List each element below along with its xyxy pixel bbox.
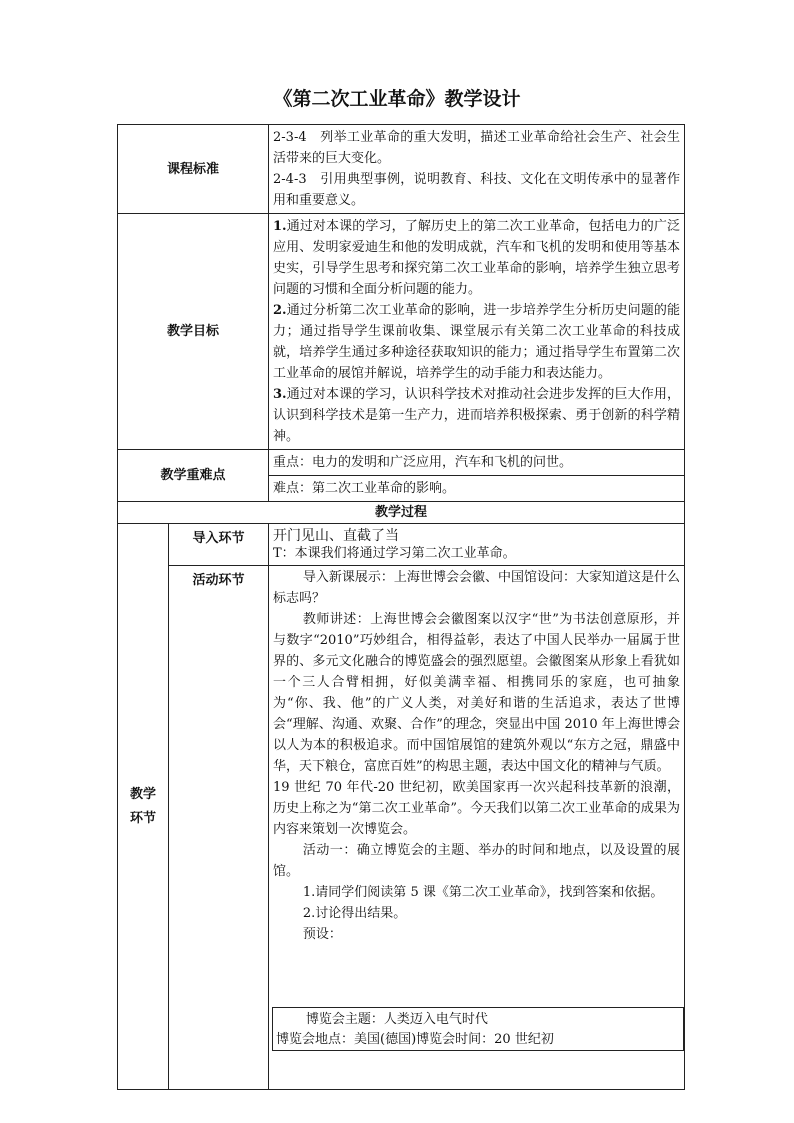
objective-2-text: 通过分析第二次工业革命的影响，进一步培养学生分析历史问题的能力；通过指导学生课前收集、课堂展示有关第二次工业革命的科技成就，培养学生通过多种途径获取知识的能力；通过指导学生布置第二次工业革命的展馆并解说，培养学生的动手能力和表达能力。 [273,303,681,381]
keypoints-label: 教学重难点 [118,450,269,502]
expo-info-box [272,1007,684,1051]
expo-place-time: 博览会地点：美国(德国)博览会时间：20 世纪初 [276,1032,554,1047]
curriculum-label: 课程标准 [118,125,269,214]
activity-p1: 导入新课展示：上海世博会会徽、中国馆设问：大家知道这是什么标志吗？ [273,570,681,606]
expo-theme: 博览会主题：人类迈入电气时代 [305,1012,488,1027]
intro-label: 导入环节 [169,524,269,566]
intro-line-2: T：本课我们将通过学习第二次工业革命。 [273,545,516,561]
row-objectives [118,214,685,450]
row-process-header [118,502,685,524]
activity-p2: 教师讲述：上海世博会会徽图案以汉字“世”为书法创意原形，并与数字“2010”巧妙组合，相得益彰，表达了中国人民举办一届属于世界的、多元文化融合的博览盛会的强烈愿望。会徽图案从形象上看犹如一个三人合臂相拥，好似美满幸福、相携同乐的家庭，也可抽象为“你、我、他”的广义人类，对美好和谐的生活追求，表达了世博会“理解、沟通、欢聚、合作”的理念，突显出中国 2010 年上海世博会以人为本的积极追求。而中国馆展馆的建筑外观以“东方之冠，鼎盛中华，天下粮仓，富庶百姓”的构思主题，表达中国文化的精神与气质。 [273,612,681,774]
curriculum-content [269,125,685,214]
row-keypoints-1 [118,450,685,476]
activity-label: 活动环节 [169,566,269,1090]
intro-content [269,524,685,566]
row-intro [118,524,685,566]
objectives-content [269,214,685,450]
objective-1-num: 1. [273,219,287,234]
process-label-text: 教学环节 [129,786,156,826]
row-activity [118,566,685,1090]
activity-p3: 19 世纪 70 年代-20 世纪初，欧美国家再一次兴起科技革新的浪潮，历史上称之为“第二次工业革命”。今天我们以第二次工业革命的成果为内容来策划一次博览会。 [273,780,681,837]
keypoints-key: 重点：电力的发明和广泛应用，汽车和飞机的问世。 [269,450,685,476]
objective-2-num: 2. [273,303,287,318]
objective-3-num: 3. [273,387,287,402]
curriculum-line-2: 2-4-3 引用典型事例，说明教育、科技、文化在文明传承中的显著作用和重要意义。 [273,172,681,208]
process-header: 教学过程 [118,502,685,524]
activity-p6: 2.讨论得出结果。 [302,906,407,921]
activity-content [269,566,685,1090]
objective-1-text: 通过对本课的学习，了解历史上的第二次工业革命，包括电力的广泛应用、发明家爱迪生和他的发明成就，汽车和飞机的发明和使用等基本史实，引导学生思考和探究第二次工业革命的影响，培养学生独立思考问题的习惯和全面分析问题的能力。 [273,219,681,297]
row-curriculum [118,125,685,214]
intro-line-1: 开门见山、直截了当 [273,527,400,544]
activity-p5: 1.请同学们阅读第 5 课《第二次工业革命》，找到答案和依据。 [302,885,664,900]
page-title: 《第二次工业革命》教学设计 [273,88,521,110]
curriculum-line-1: 2-3-4 列举工业革命的重大发明，描述工业革命给社会生产、社会生活带来的巨大变化。 [273,130,681,166]
objectives-label: 教学目标 [118,214,269,450]
objective-2 [273,300,680,384]
objective-3-text: 通过对本课的学习，认识科学技术对推动社会进步发挥的巨大作用，认识到科学技术是第一生产力，进而培养积极探索、勇于创新的科学精神。 [273,387,681,444]
process-label [118,524,169,1090]
activity-p4: 活动一：确立博览会的主题、举办的时间和地点，以及设置的展馆。 [273,843,681,879]
objective-3 [273,384,680,447]
activity-p7: 预设： [302,927,342,942]
keypoints-difficult: 难点：第二次工业革命的影响。 [269,476,685,502]
lesson-plan-table [117,124,685,1090]
objective-1 [273,216,680,300]
